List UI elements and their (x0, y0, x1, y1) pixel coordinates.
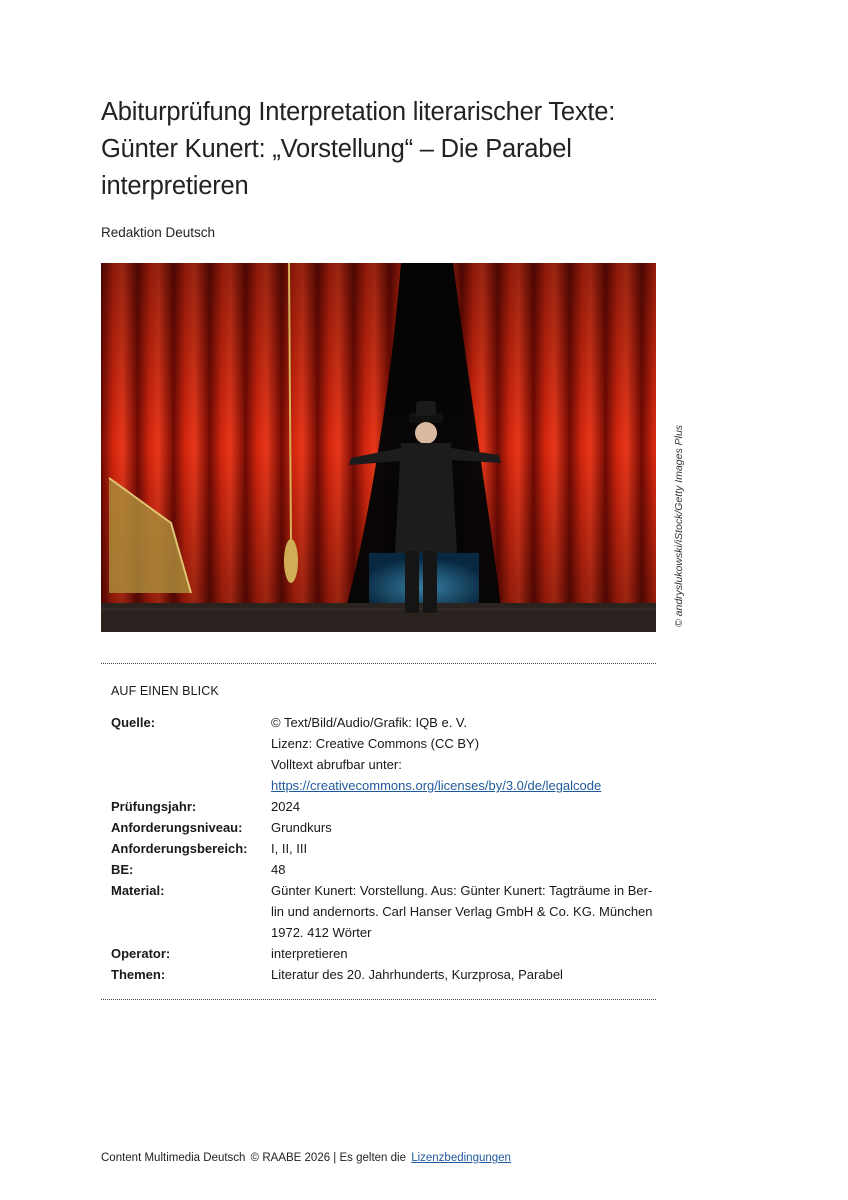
info-row-be (111, 859, 651, 880)
stage-curtain-illustration (101, 263, 656, 632)
page-footer (101, 1152, 511, 1164)
license-terms-link[interactable]: Lizenzbedingungen (411, 1152, 511, 1164)
image-credit: © andryslukowski/iStock/Getty Images Plus (673, 424, 685, 627)
info-label: Operator: (111, 946, 171, 961)
material-line-3: 1972. 412 Wörter (271, 925, 372, 940)
title-line-3: interpretieren (101, 172, 249, 200)
info-value: I, II, III (271, 841, 308, 856)
info-row-pruefungsjahr (111, 796, 651, 817)
info-label: Anforderungsbereich: (111, 841, 248, 856)
info-value: 2024 (271, 799, 300, 814)
author: Redaktion Deutsch (101, 225, 216, 240)
divider-top (101, 663, 656, 664)
info-row-operator (111, 943, 651, 964)
info-label: Themen: (111, 967, 166, 982)
info-label: BE: (111, 862, 134, 877)
info-value (271, 880, 653, 943)
quelle-line-3: Volltext abrufbar unter: (271, 757, 402, 772)
divider-bottom (101, 999, 656, 1000)
info-row-anforderungsbereich (111, 838, 651, 859)
info-value (271, 712, 651, 796)
info-value: Grundkurs (271, 820, 332, 835)
page-title (101, 94, 701, 205)
info-table (111, 712, 651, 985)
info-value: 48 (271, 862, 286, 877)
license-link[interactable]: https://creativecommons.org/licenses/by/3.0/de/legalcode (271, 778, 602, 793)
info-row-quelle (111, 712, 651, 796)
title-line-1: Abiturprüfung Interpretation literarischer Texte: (101, 98, 616, 126)
box-heading: AUF EINEN BLICK (111, 684, 219, 698)
footer-product: Content Multimedia Deutsch (101, 1152, 246, 1164)
info-label: Quelle: (111, 715, 156, 730)
info-label: Anforderungsniveau: (111, 820, 243, 835)
info-row-themen (111, 964, 651, 985)
footer-copyright: © RAABE 2026 | Es gelten die (250, 1152, 406, 1164)
info-label: Prüfungsjahr: (111, 799, 197, 814)
info-value: interpretieren (271, 946, 348, 961)
info-row-material (111, 880, 651, 943)
stage-curtain-photo (101, 263, 656, 632)
material-line-1: Günter Kunert: Vorstellung. Aus: Günter Kunert: Tagträume in Ber- (271, 883, 653, 898)
quelle-line-2: Lizenz: Creative Commons (CC BY) (271, 736, 480, 751)
title-line-2: Günter Kunert: „Vorstellung“ – Die Parabel (101, 135, 572, 163)
material-line-2: lin und andernorts. Carl Hanser Verlag GmbH & Co. KG. München (271, 904, 653, 919)
quelle-line-1: © Text/Bild/Audio/Grafik: IQB e. V. (271, 715, 468, 730)
info-label: Material: (111, 883, 165, 898)
info-value: Literatur des 20. Jahrhunderts, Kurzprosa, Parabel (271, 967, 563, 982)
info-row-anforderungsniveau (111, 817, 651, 838)
